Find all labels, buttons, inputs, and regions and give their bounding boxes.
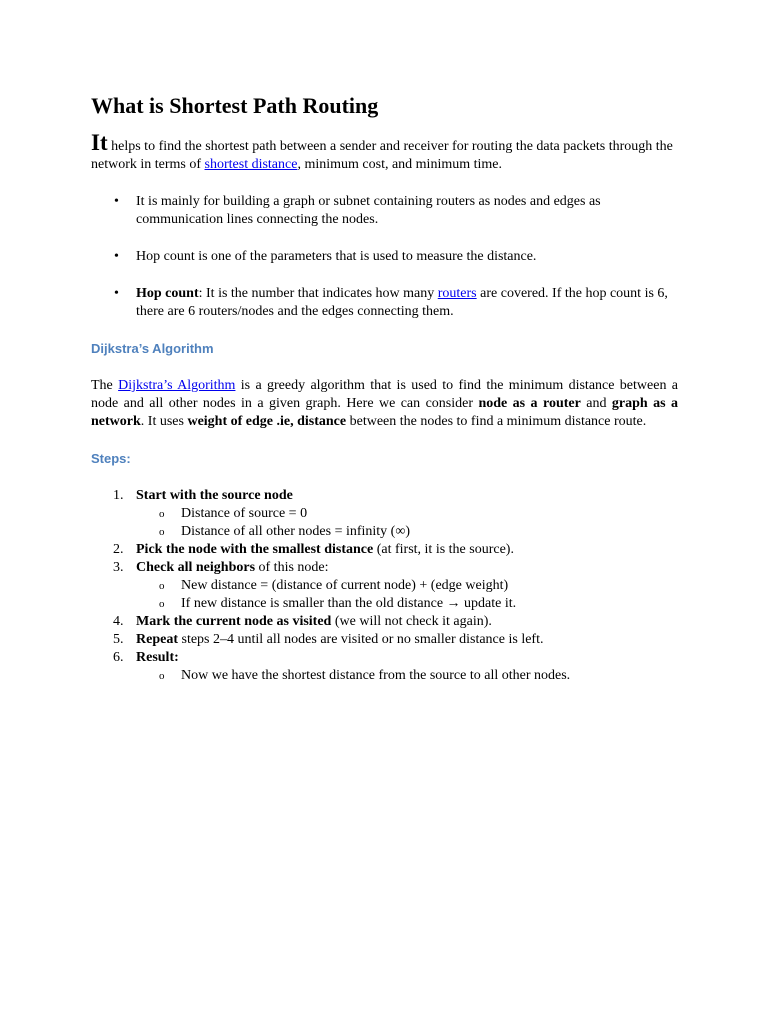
- step-number: 3.: [113, 560, 124, 575]
- step-number: 4.: [113, 614, 124, 629]
- bullet-item-graph: [91, 193, 678, 229]
- bullet-text: : It is the number that indicates how many: [198, 286, 438, 301]
- bullet-text: Hop count is one of the parameters that is used to measure the distance.: [136, 249, 537, 264]
- step-item: [91, 649, 678, 685]
- sub-item: [136, 595, 678, 613]
- intro-text-before: helps to find the shortest path between a sender and receiver for routing the data packets through the network in terms of: [91, 139, 673, 172]
- shortest-distance-link[interactable]: shortest distance: [204, 157, 298, 172]
- dijkstra-text: . It uses: [140, 414, 188, 429]
- sub-marker: o: [159, 580, 165, 592]
- sub-marker: o: [159, 598, 165, 610]
- step-item: [91, 613, 678, 631]
- sub-marker: o: [159, 508, 165, 520]
- step-bold: Pick the node with the smallest distance: [136, 542, 374, 557]
- bullet-text: It is mainly for building a graph or subnet containing routers as nodes and edges as communication lines connecting the nodes.: [136, 194, 601, 227]
- step-item: [91, 487, 678, 541]
- step-bold: Repeat: [136, 632, 178, 647]
- dijkstra-link[interactable]: Dijkstra’s Algorithm: [118, 378, 236, 393]
- sub-item: [136, 577, 678, 595]
- bullet-marker: •: [114, 286, 119, 301]
- dijkstra-text: and: [580, 396, 612, 411]
- bullet-text: are covered. If the hop count is 6, there are 6 routers/nodes and the edges connecting them.: [136, 286, 668, 319]
- step-text: steps 2–4 until all nodes are visited or no smaller distance is left.: [178, 632, 544, 647]
- sub-text: New distance = (distance of current node) + (edge weight): [181, 578, 509, 593]
- sub-marker: o: [159, 670, 165, 682]
- dijkstra-text: is a greedy algorithm that is used to find the minimum distance between a node and all other nodes in a given graph. Here we can consider: [91, 378, 678, 411]
- sub-text: Distance of source = 0: [181, 506, 308, 521]
- dijkstra-text: The: [91, 378, 119, 393]
- sub-item: [136, 505, 678, 523]
- step-item: [91, 541, 678, 559]
- intro-dropcap: It: [91, 130, 108, 155]
- intro-paragraph: [91, 130, 678, 174]
- step-bold: Start with the source node: [136, 488, 293, 503]
- step-sub-list: [136, 577, 678, 613]
- sub-item: [136, 523, 678, 541]
- step-number: 6.: [113, 650, 124, 665]
- routers-link[interactable]: routers: [437, 286, 477, 301]
- step-item: [91, 631, 678, 649]
- sub-text: If new distance is smaller than the old distance → update it.: [181, 596, 517, 611]
- steps-heading: Steps:: [91, 451, 131, 466]
- dijkstra-bold-term: node as a router: [478, 396, 581, 411]
- step-item: [91, 559, 678, 613]
- bullet-item-hop-count-param: [91, 248, 678, 266]
- hop-count-term: Hop count: [136, 286, 199, 301]
- dijkstra-heading: Dijkstra’s Algorithm: [91, 341, 214, 356]
- step-number: 2.: [113, 542, 124, 557]
- step-number: 5.: [113, 632, 124, 647]
- step-bold: Check all neighbors: [136, 560, 256, 575]
- step-sub-list: [136, 505, 678, 541]
- sub-item: [136, 667, 678, 685]
- sub-marker: o: [159, 526, 165, 538]
- step-number: 1.: [113, 488, 124, 503]
- step-sub-list: [136, 667, 678, 685]
- step-text: (we will not check it again).: [331, 614, 492, 629]
- intro-text-after: , minimum cost, and minimum time.: [297, 157, 502, 172]
- steps-list: [91, 487, 678, 685]
- step-text: of this node:: [255, 560, 329, 575]
- document-content: [91, 93, 678, 685]
- step-bold: Mark the current node as visited: [136, 614, 332, 629]
- step-bold: Result:: [136, 650, 179, 665]
- bullet-marker: •: [114, 194, 119, 209]
- sub-text: Distance of all other nodes = infinity (∞): [181, 524, 410, 539]
- bullet-marker: •: [114, 249, 119, 264]
- dijkstra-text: between the nodes to find a minimum distance route.: [346, 414, 647, 429]
- bullet-list: [91, 193, 678, 321]
- page-title: What is Shortest Path Routing: [91, 93, 379, 118]
- bullet-item-hop-count-def: [91, 285, 678, 321]
- dijkstra-bold-term: graph as a network: [91, 396, 679, 429]
- sub-text: Now we have the shortest distance from the source to all other nodes.: [181, 668, 571, 683]
- dijkstra-bold-term: weight of edge .ie, distance: [187, 414, 347, 429]
- dijkstra-paragraph: [91, 377, 678, 431]
- step-text: (at first, it is the source).: [373, 542, 514, 557]
